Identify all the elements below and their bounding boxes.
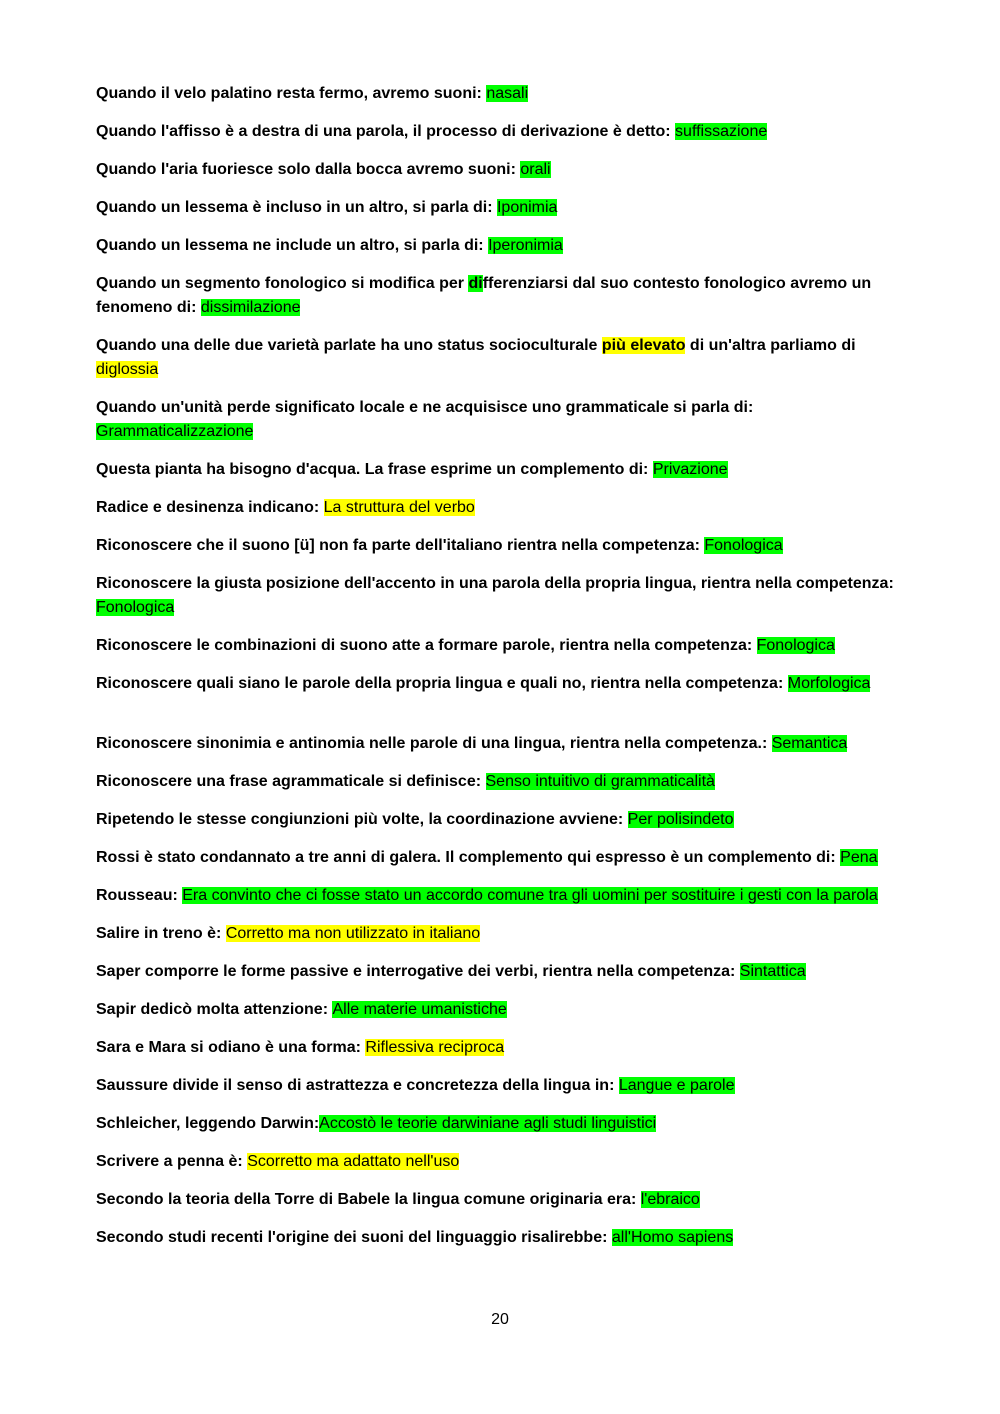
qa-item — [96, 1226, 896, 1250]
qa-item — [96, 458, 896, 482]
question-text: Sara e Mara si odiano è una forma: — [96, 1039, 366, 1056]
answer-highlight: Riflessiva reciproca — [365, 1039, 505, 1056]
question-text: Quando il velo palatino resta fermo, avremo suoni: — [96, 85, 487, 102]
qa-list — [96, 82, 896, 1264]
qa-item — [96, 82, 896, 106]
question-text: Riconoscere sinonimia e antinomia nelle parole di una lingua, rientra nella competenza.: — [96, 735, 772, 752]
answer-highlight: Pena — [840, 849, 878, 866]
question-text: Quando un'unità perde significato locale e ne acquisisce uno grammaticale si parla di: — [96, 399, 754, 416]
question-text: Quando l'affisso è a destra di una parola, il processo di derivazione è detto: — [96, 123, 676, 140]
question-text: Saper comporre le forme passive e interrogative dei verbi, rientra nella competenza: — [96, 963, 740, 980]
question-text: di un'altra parliamo di — [685, 337, 856, 354]
qa-item — [96, 1188, 896, 1212]
answer-highlight: Langue e parole — [618, 1077, 735, 1094]
qa-item — [96, 634, 896, 658]
qa-item — [96, 334, 896, 382]
question-text: Schleicher, leggendo Darwin: — [96, 1115, 320, 1132]
question-text: Secondo studi recenti l'origine dei suoni del linguaggio risalirebbe: — [96, 1229, 612, 1246]
qa-item — [96, 884, 896, 908]
qa-item — [96, 234, 896, 258]
answer-highlight: dissimilazione — [200, 299, 301, 316]
answer-highlight: all'Homo sapiens — [611, 1229, 734, 1246]
question-text: Riconoscere che il suono [ü] non fa parte dell'italiano rientra nella competenza: — [96, 537, 705, 554]
qa-item — [96, 120, 896, 144]
question-highlight: di — [468, 275, 483, 292]
qa-item — [96, 158, 896, 182]
answer-highlight: Alle materie umanistiche — [332, 1001, 507, 1018]
answer-highlight: Sintattica — [739, 963, 806, 980]
question-text: Riconoscere le combinazioni di suono atte a formare parole, rientra nella competenza: — [96, 637, 757, 654]
qa-item — [96, 272, 896, 320]
qa-item — [96, 998, 896, 1022]
qa-item — [96, 922, 896, 946]
question-text: Rousseau: — [96, 887, 183, 904]
qa-item — [96, 396, 896, 444]
answer-highlight: Privazione — [652, 461, 728, 478]
question-text: Riconoscere quali siano le parole della propria lingua e quali no, rientra nella competenza: — [96, 675, 788, 692]
answer-highlight: Morfologica — [787, 675, 871, 692]
question-text: Secondo la teoria della Torre di Babele la lingua comune originaria era: — [96, 1191, 641, 1208]
answer-highlight: suffissazione — [675, 123, 768, 140]
answer-highlight: orali — [520, 161, 551, 178]
question-text: Saussure divide il senso di astrattezza e concretezza della lingua in: — [96, 1077, 619, 1094]
question-text: Quando un segmento fonologico si modifica per — [96, 275, 469, 292]
question-highlight: più elevato — [601, 337, 686, 354]
qa-item — [96, 1074, 896, 1098]
question-text: Sapir dedicò molta attenzione: — [96, 1001, 333, 1018]
question-text: Riconoscere la giusta posizione dell'accento in una parola della propria lingua, rientra nella competenza: — [96, 575, 894, 592]
question-text: Riconoscere una frase agrammaticale si definisce: — [96, 773, 486, 790]
qa-item — [96, 732, 896, 756]
answer-highlight: Grammaticalizzazione — [96, 423, 254, 440]
answer-highlight: Iponimia — [496, 199, 558, 216]
qa-item — [96, 1150, 896, 1174]
question-text: Scrivere a penna è: — [96, 1153, 248, 1170]
answer-highlight: diglossia — [96, 361, 159, 378]
answer-highlight: Era convinto che ci fosse stato un accordo comune tra gli uomini per sostituire i gesti con la parola — [182, 887, 878, 904]
qa-item — [96, 960, 896, 984]
qa-item — [96, 572, 896, 620]
qa-item — [96, 1112, 896, 1136]
question-text: Quando un lessema ne include un altro, si parla di: — [96, 237, 489, 254]
qa-item — [96, 196, 896, 220]
question-text: Salire in treno è: — [96, 925, 226, 942]
answer-highlight: Accostò le teorie darwiniane agli studi linguistici — [319, 1115, 657, 1132]
answer-highlight: La struttura del verbo — [323, 499, 475, 516]
qa-item — [96, 1036, 896, 1060]
answer-highlight: Scorretto ma adattato nell'uso — [247, 1153, 460, 1170]
question-text: Quando l'aria fuoriesce solo dalla bocca avremo suoni: — [96, 161, 521, 178]
qa-item — [96, 846, 896, 870]
qa-item — [96, 534, 896, 558]
page-number: 20 — [491, 1311, 509, 1328]
answer-highlight: l'ebraico — [640, 1191, 700, 1208]
question-text: Rossi è stato condannato a tre anni di galera. Il complemento qui espresso è un complemento di: — [96, 849, 841, 866]
qa-item — [96, 672, 896, 696]
answer-highlight: Fonologica — [704, 537, 783, 554]
answer-highlight: Semantica — [771, 735, 848, 752]
question-text: Quando una delle due varietà parlate ha uno status socioculturale — [96, 337, 602, 354]
question-text: Quando un lessema è incluso in un altro, si parla di: — [96, 199, 497, 216]
question-text: Questa pianta ha bisogno d'acqua. La frase esprime un complemento di: — [96, 461, 653, 478]
answer-highlight: Corretto ma non utilizzato in italiano — [225, 925, 481, 942]
answer-highlight: Fonologica — [96, 599, 175, 616]
question-text: Ripetendo le stesse congiunzioni più volte, la coordinazione avviene: — [96, 811, 628, 828]
answer-highlight: Per polisindeto — [627, 811, 734, 828]
answer-highlight: Iperonimia — [488, 237, 563, 254]
qa-item — [96, 770, 896, 794]
answer-highlight: nasali — [486, 85, 529, 102]
qa-item — [96, 496, 896, 520]
qa-item — [96, 808, 896, 832]
answer-highlight: Fonologica — [756, 637, 835, 654]
question-text: fferenziarsi dal suo contesto fonologico avremo un fenomeno di: — [96, 275, 872, 316]
answer-highlight: Senso intuitivo di grammaticalità — [485, 773, 715, 790]
question-text: Radice e desinenza indicano: — [96, 499, 324, 516]
